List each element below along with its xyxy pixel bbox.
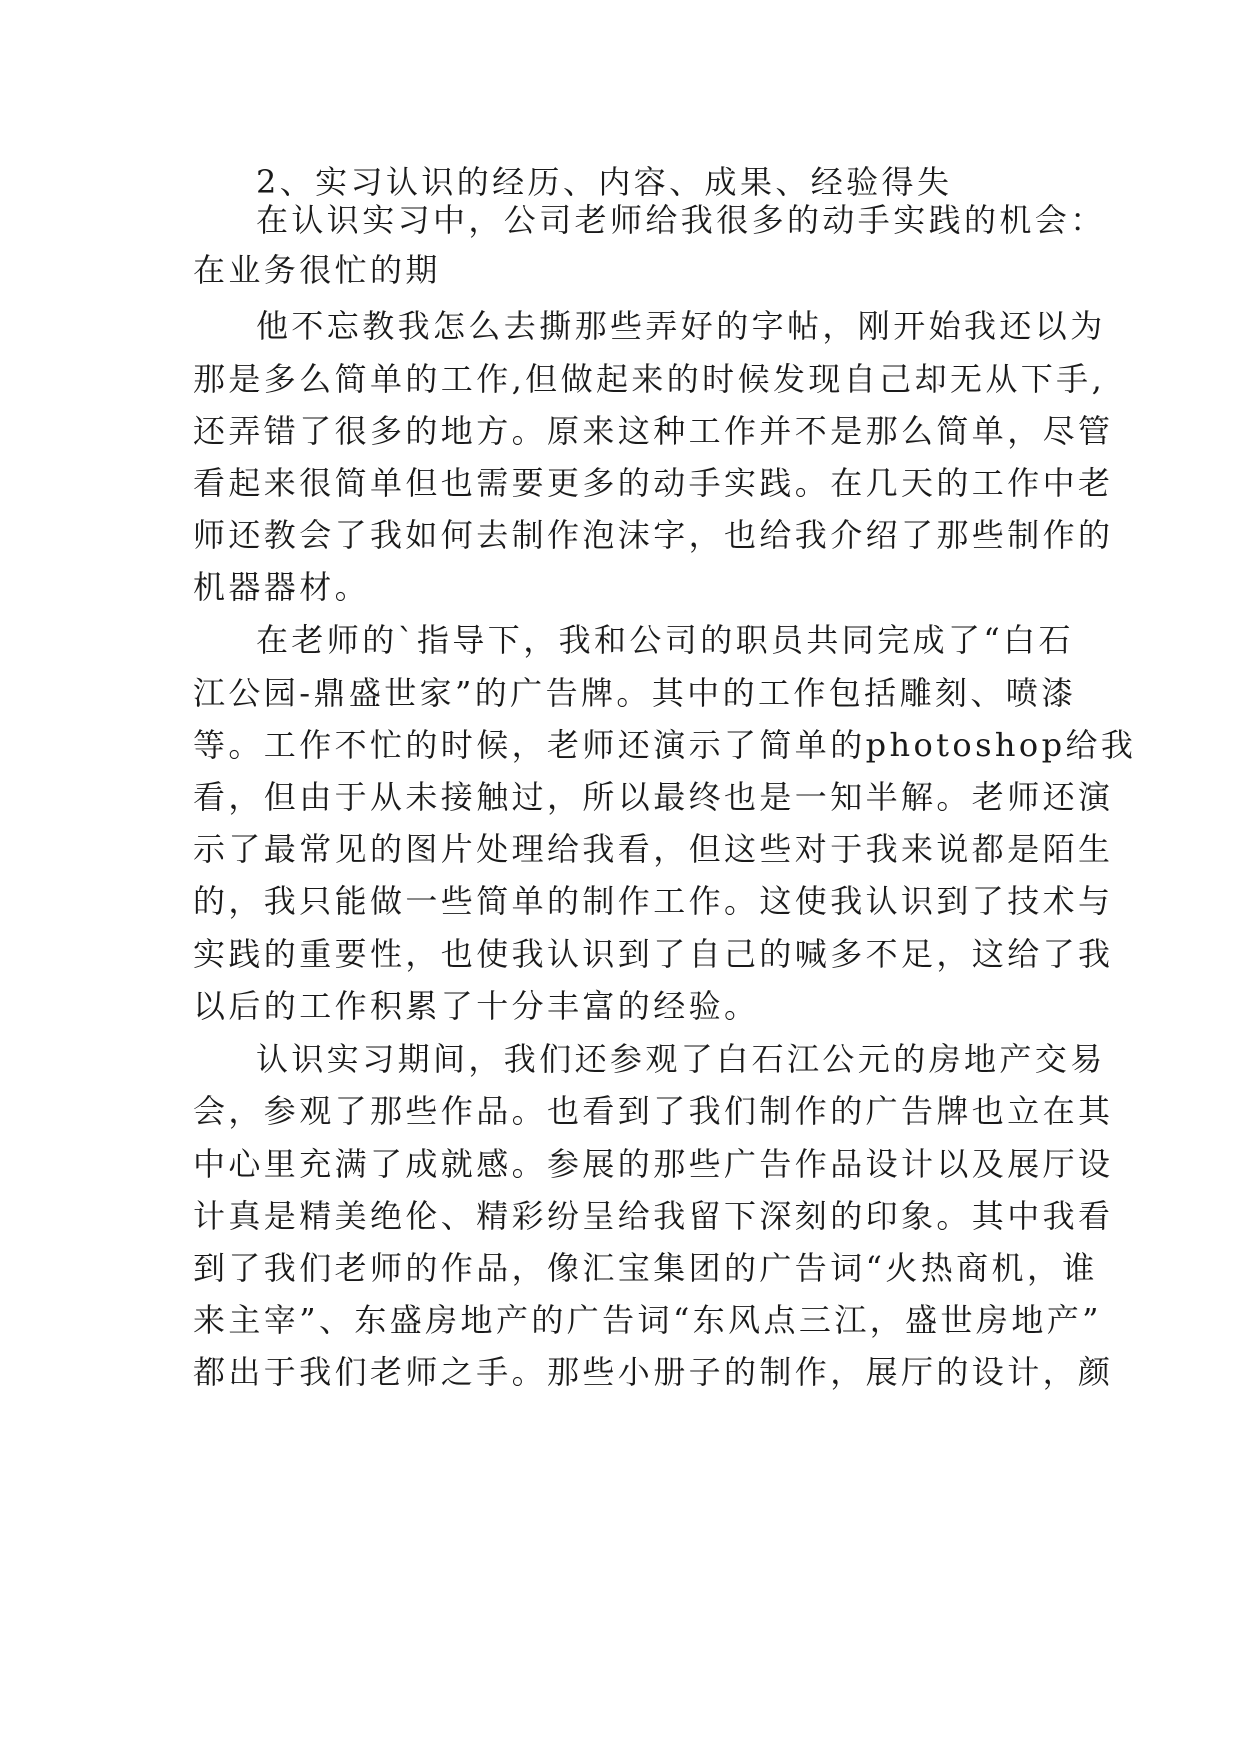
paragraph-line: 在业务很忙的期	[193, 251, 441, 289]
paragraph-line: 的，我只能做一些简单的制作工作。这使我认识到了技术与	[193, 882, 1114, 920]
paragraph-line: 看，但由于从未接触过，所以最终也是一知半解。老师还演	[193, 778, 1114, 816]
paragraph-line: 师还教会了我如何去制作泡沫字，也给我介绍了那些制作的	[193, 516, 1114, 554]
paragraph-line: 江公园-鼎盛世家”的广告牌。其中的工作包括雕刻、喷漆	[193, 674, 1077, 712]
paragraph-line: 在认识实习中，公司老师给我很多的动手实践的机会：	[256, 201, 1106, 239]
paragraph-line: 那是多么简单的工作,但做起来的时候发现自己却无从下手,	[193, 360, 1106, 398]
section-heading: 2、实习认识的经历、内容、成果、经验得失	[256, 163, 953, 201]
paragraph-line: 认识实习期间，我们还参观了白石江公元的房地产交易	[256, 1040, 1106, 1078]
paragraph-line: 中心里充满了成就感。参展的那些广告作品设计以及展厅设	[193, 1145, 1114, 1183]
paragraph-line: 都出于我们老师之手。那些小册子的制作，展厅的设计，颜	[193, 1353, 1114, 1391]
paragraph-line: 计真是精美绝伦、精彩纷呈给我留下深刻的印象。其中我看	[193, 1197, 1114, 1235]
paragraph-line: 在老师的`指导下，我和公司的职员共同完成了“白石	[256, 621, 1074, 659]
paragraph-line: 等。工作不忙的时候，老师还演示了简单的photoshop给我	[193, 726, 1137, 764]
paragraph-line: 会，参观了那些作品。也看到了我们制作的广告牌也立在其	[193, 1092, 1114, 1130]
paragraph-line: 还弄错了很多的地方。原来这种工作并不是那么简单，尽管	[193, 412, 1114, 450]
paragraph-line: 实践的重要性，也使我认识到了自己的喊多不足，这给了我	[193, 935, 1114, 973]
paragraph-line: 以后的工作积累了十分丰富的经验。	[193, 987, 760, 1025]
paragraph-line: 看起来很简单但也需要更多的动手实践。在几天的工作中老	[193, 464, 1114, 502]
paragraph-line: 他不忘教我怎么去撕那些弄好的字帖，刚开始我还以为	[256, 307, 1106, 345]
paragraph-line: 机器器材。	[193, 568, 371, 606]
paragraph-line: 来主宰”、东盛房地产的广告词“东风点三江，盛世房地产”	[193, 1301, 1102, 1339]
paragraph-line: 到了我们老师的作品，像汇宝集团的广告词“火热商机，谁	[193, 1249, 1098, 1287]
paragraph-line: 示了最常见的图片处理给我看，但这些对于我来说都是陌生	[193, 830, 1114, 868]
